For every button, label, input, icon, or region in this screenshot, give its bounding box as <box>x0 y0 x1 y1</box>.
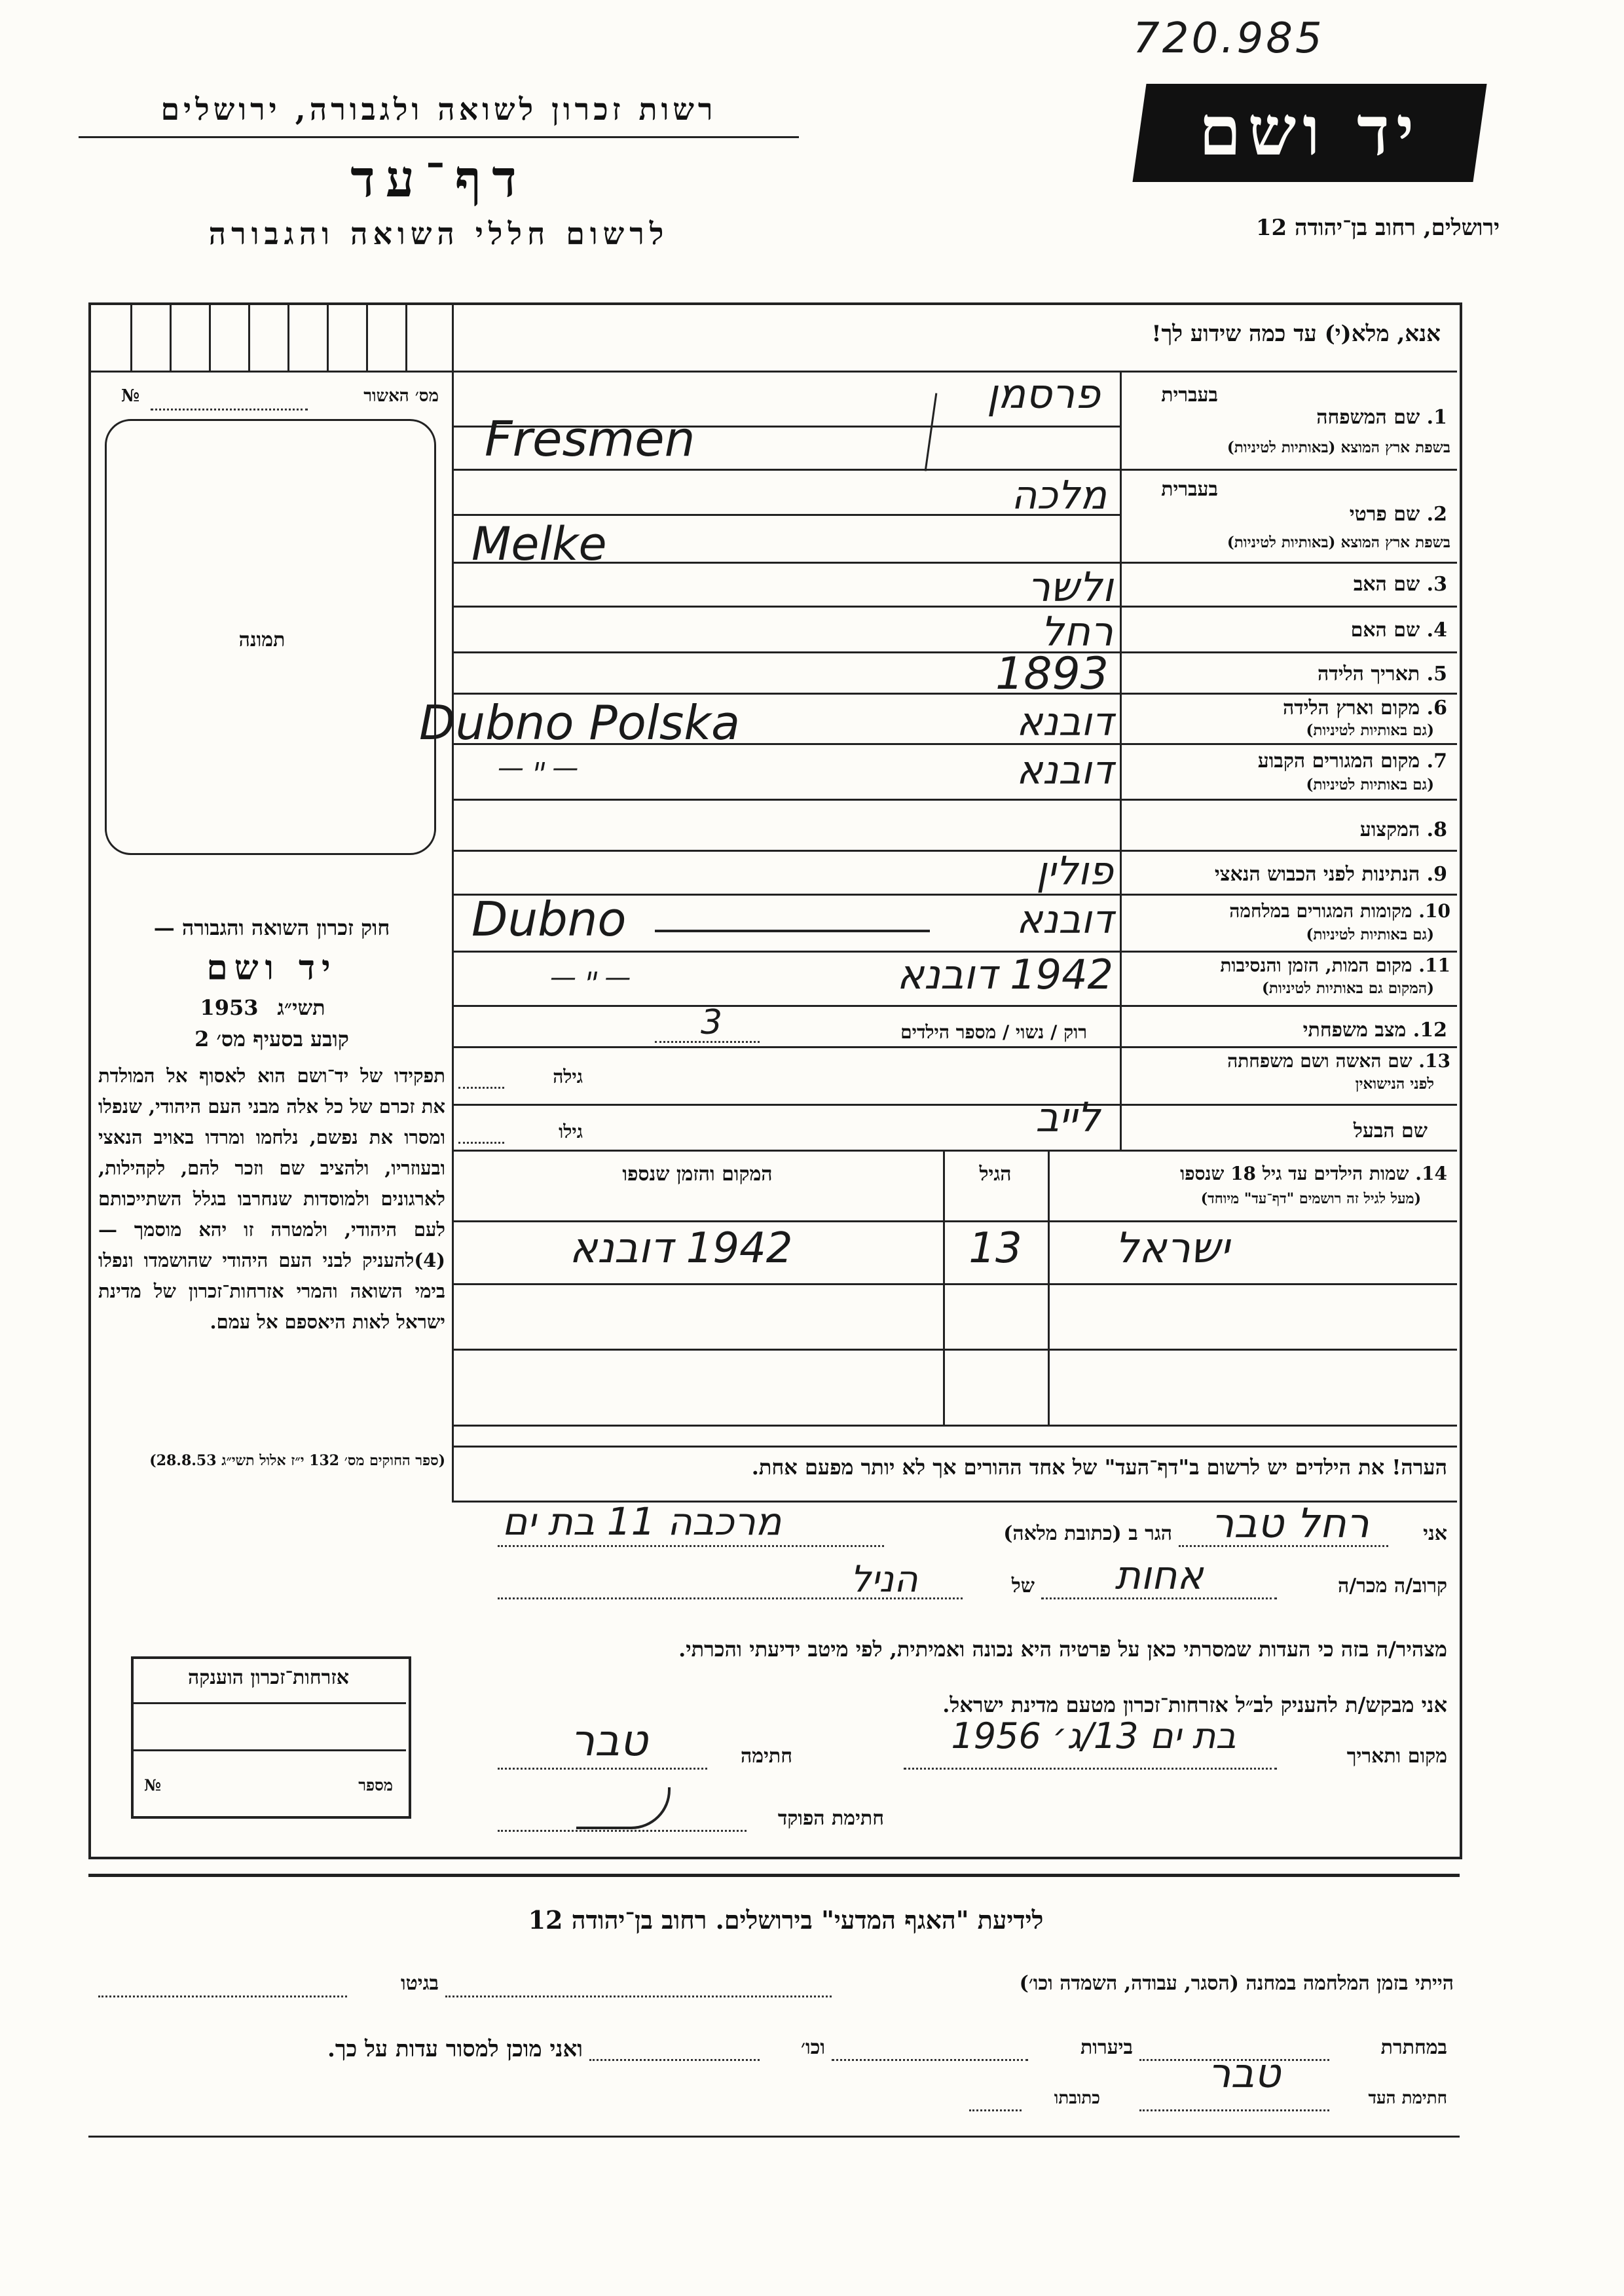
husband-age-label: גילו <box>559 1121 583 1142</box>
field-6-sub: (גם באותיות לטיניות) <box>1306 721 1434 739</box>
declarant-address-label: הגר ב (כתובת מלאה) <box>1003 1522 1172 1545</box>
certificate-box-title: אזרחות־זכרון הוענקה <box>187 1666 350 1689</box>
footer-line1: הייתי בזמן המלחמה במחנה (הסגר, עבודה, השמדה וכו׳) <box>1019 1972 1454 1995</box>
declarant-name[interactable]: רחל טבר <box>1211 1499 1369 1547</box>
field-13-sub: לפני הנישואין <box>1355 1075 1434 1093</box>
law-year-heb: תשי״ג <box>277 995 325 1020</box>
law-clause: קובע בסעיף מס׳ 2 <box>194 1027 349 1051</box>
footer-ghetto: בגיטו <box>400 1972 439 1995</box>
field-8-label: 8. המקצוע <box>1359 818 1447 841</box>
signature-label: חתימה <box>741 1745 792 1768</box>
footer-heading: לידיעת "האגף המדעי" בירושלים. רחוב בן־יהודה 12 <box>528 1905 1044 1935</box>
row-line <box>452 469 1120 471</box>
place-date-label: מקום ותאריך <box>1346 1745 1447 1768</box>
residence-hebrew[interactable]: דובנא <box>1016 748 1113 793</box>
field-10-sub: (גם באותיות לטיניות) <box>1306 926 1434 943</box>
place-date-line <box>904 1768 1277 1770</box>
footer-line1-dots <box>445 1995 832 1997</box>
field-1-hebrew-tag: בעברית <box>1161 384 1218 407</box>
signature-value[interactable]: טבר <box>570 1715 648 1766</box>
footer-etc: וכו׳ <box>801 2036 825 2059</box>
footer-underground: במחתרת <box>1380 2036 1447 2059</box>
children-header-line <box>452 1220 1457 1222</box>
wife-age-line <box>458 1087 504 1089</box>
wife-age-label: גילה <box>553 1066 583 1087</box>
form-subtitle: לרשום חללי השואה והגבורה <box>208 216 669 251</box>
field-11-label: 11. מקום המות, הזמן והנסיבות <box>1220 955 1450 976</box>
address: ירושלים, רחוב בן־יהודה 12 <box>1255 215 1500 241</box>
declarant-address-line <box>498 1545 884 1547</box>
footer-sig-dots <box>1139 2109 1329 2111</box>
footer-addr-label: כתובתו <box>1054 2088 1100 2108</box>
authority-title: רשות זכרון לשואה ולגבורה, ירושלים <box>160 92 717 127</box>
footer-forests: ביערות <box>1080 2036 1133 2059</box>
footer-etc-dots <box>589 2059 760 2061</box>
form-title: דף־עד <box>350 149 527 209</box>
field-10-label: 10. מקומות המגורים במלחמה <box>1229 900 1450 922</box>
note-top-line <box>452 1446 1457 1448</box>
of-value[interactable]: הניל <box>850 1558 918 1601</box>
signature-line <box>498 1768 707 1770</box>
father-name[interactable]: ולשר <box>1027 563 1113 611</box>
certificate-number-sign: № <box>144 1776 162 1795</box>
birthplace-latin[interactable]: Dubno Polska <box>419 695 741 750</box>
field-9-label: 9. הנתינות לפני הכבוש הנאצי <box>1214 863 1447 886</box>
footer-top-line <box>88 1874 1460 1877</box>
certificate-mid-line <box>134 1749 406 1751</box>
approval-label: מס׳ האשור <box>363 386 439 406</box>
wartime-residence-latin[interactable]: Dubno <box>471 892 627 947</box>
of-label: של <box>1011 1575 1035 1597</box>
row-line <box>452 799 1457 801</box>
approval-row-line <box>91 371 452 373</box>
left-panel-divider <box>452 302 454 1501</box>
law-year: 1953 <box>200 995 259 1020</box>
birth-date[interactable]: 1893 <box>995 648 1109 700</box>
death-place-latin[interactable]: — יי — <box>550 962 631 993</box>
certificate-number-label: מספר <box>358 1776 393 1795</box>
husband-name[interactable]: לייב <box>1035 1093 1100 1141</box>
surname-hebrew[interactable]: פרסמן <box>987 370 1100 418</box>
children-col-divider-2 <box>943 1150 945 1425</box>
law-name: יד ושם <box>206 948 337 988</box>
field-5-label: 5. תאריך הלידה <box>1318 663 1447 685</box>
field-2-label: 2. שם פרטי <box>1349 503 1447 526</box>
children-row-line <box>452 1349 1457 1351</box>
wartime-residence-line <box>655 930 930 932</box>
children-age-header: הגיל <box>979 1163 1012 1186</box>
husband-age-line <box>458 1142 504 1144</box>
children-place-header: המקום והזמן שנספו <box>622 1163 773 1186</box>
field-6-label: 6. מקום וארץ הלידה <box>1282 697 1447 720</box>
logo-text: יד ושם <box>1198 90 1421 171</box>
marital-status-options: רוק / נשוי / מספר הילדים <box>900 1021 1087 1043</box>
footer-addr-dots <box>969 2109 1022 2111</box>
law-text: תפקידו של יד־ושם הוא לאסוף אל המולדת את זכרם של כל אלה מבני העם היהודי, שנפלו ומסרו את נפשם, נלחמו ומרדו באויב הנאצי ובעוזריו, ולהציב שם וזכר להם, לקהילות, לארגונים ולמוסדות שנחרבו בגלל השתייכותם לעם היהודי, ולמטרה זו יהא מוסמך — (4)להעניק לבני העם היהודי שהושמדו ונפלו בימי השואה והמרי אזרחות־זכרון של מדינת ישראל לאות היאספם אל עמם. <box>98 1065 445 1333</box>
children-row-line <box>452 1283 1457 1285</box>
death-place-hebrew[interactable]: 1942 דובנא <box>896 951 1113 998</box>
row-line <box>452 606 1457 608</box>
wartime-residence-hebrew[interactable]: דובנא <box>1016 897 1113 943</box>
field-13-label: 13. שם האשה ושם משפחתה <box>1227 1050 1450 1072</box>
officer-line <box>498 1830 747 1832</box>
photo-label: תמונה <box>238 629 286 651</box>
children-row-line <box>452 1425 1457 1427</box>
relation-label: קרוב/ה מכר/ה <box>1338 1575 1447 1597</box>
footer-bottom-line <box>88 2136 1460 2138</box>
footer-ghetto-dots <box>98 1995 347 1997</box>
firstname-latin[interactable]: Melke <box>471 517 607 571</box>
request-text: אני מבקש/ת להעניק לב״ל אזרחות־זכרון מטעם מדינת ישראל. <box>942 1692 1447 1717</box>
citizenship[interactable]: פולין <box>1036 848 1113 894</box>
child-1-age[interactable]: 13 <box>969 1224 1022 1273</box>
declarant-ani-label: אני <box>1423 1522 1447 1545</box>
footer-ready: ואני מוכן למסור עדות על כך. <box>327 2036 583 2062</box>
firstname-hebrew[interactable]: מלכה <box>1011 473 1107 519</box>
declarant-address[interactable]: מרכבה 11 בת ים <box>502 1499 782 1544</box>
field-2-hebrew-tag: בעברית <box>1161 478 1218 501</box>
row-line <box>452 850 1457 852</box>
approval-grid <box>91 305 452 371</box>
approval-number-line <box>151 409 308 410</box>
field-7-sub: (גם באותיות לטיניות) <box>1306 776 1434 793</box>
children-count[interactable]: 3 <box>701 1003 723 1042</box>
field-4-label: 4. שם האם <box>1350 619 1447 642</box>
law-reference: (ספר החוקים מס׳ 132 י״ז אלול תשי״ג 28.8.53) <box>149 1452 445 1469</box>
row-line <box>452 1046 1457 1048</box>
surname-latin[interactable]: Fresmen <box>485 411 695 467</box>
residence-latin[interactable]: — יי — <box>498 753 579 783</box>
approval-no-sign: № <box>121 386 140 406</box>
officer-label: חתימת הפוקד <box>777 1807 884 1830</box>
law-title: חוק זכרון השואה והגבורה — <box>153 915 390 940</box>
mother-name[interactable]: רחל <box>1041 608 1113 655</box>
row-line <box>452 1150 1457 1152</box>
row-line <box>452 651 1457 653</box>
birthplace-hebrew[interactable]: דובנא <box>1016 699 1113 745</box>
archive-number: 720.985 <box>1133 14 1325 63</box>
field-3-label: 3. שם האב <box>1353 573 1447 596</box>
authority-underline <box>79 136 799 138</box>
relation-value[interactable]: אחות <box>1115 1553 1204 1599</box>
row-line <box>1120 469 1457 471</box>
field-1-label: 1. שם המשפחה <box>1316 406 1447 429</box>
child-1-place[interactable]: 1942 דובנא <box>569 1224 793 1273</box>
child-1-name[interactable]: ישראל <box>1115 1224 1230 1273</box>
children-sub: (מעל לגיל זה רושמים "דף־עד" מיוחד) <box>1200 1190 1421 1207</box>
field-1-sub: בשפת ארץ המוצא (באותיות לטיניות) <box>1227 439 1450 456</box>
row-line <box>452 1005 1457 1007</box>
footer-forests-dots <box>832 2059 1028 2061</box>
footer-sig-label: חתימת העד <box>1368 2088 1447 2108</box>
label-divider <box>1120 371 1122 1150</box>
declaration-text: מצהיר/ה בזה כי העדות שמסרתי כאן על פרטיה היא נכונה ואמיתית, לפי מיטב ידיעתי והכרתי. <box>678 1637 1447 1662</box>
footer-sig-value[interactable]: טבר <box>1208 2049 1281 2097</box>
row-line <box>452 693 1457 695</box>
note-text: הערה! את הילדים יש לרשום ב"דף־העד" של אחד ההורים אך לא יותר מפעם אחת. <box>751 1455 1447 1480</box>
field-7-label: 7. מקום המגורים הקבוע <box>1257 750 1447 773</box>
place-date-value[interactable]: בת ים 13/ג׳ 1956 <box>951 1715 1236 1757</box>
certificate-title-line <box>134 1702 406 1704</box>
field-2-sub: בשפת ארץ המוצא (באותיות לטיניות) <box>1227 534 1450 551</box>
children-col-divider-1 <box>1048 1150 1050 1425</box>
instruction: אנא, מלא(י) עד כמה שידוע לך! <box>1151 321 1441 347</box>
children-label: 14. שמות הילדים עד גיל 18 שנספו <box>1180 1163 1447 1184</box>
husband-label: שם הבעל <box>1353 1120 1428 1142</box>
field-12-label: 12. מצב משפחתי <box>1302 1019 1447 1042</box>
field-11-sub: (המקום גם באותיות לטיניות) <box>1262 979 1434 997</box>
